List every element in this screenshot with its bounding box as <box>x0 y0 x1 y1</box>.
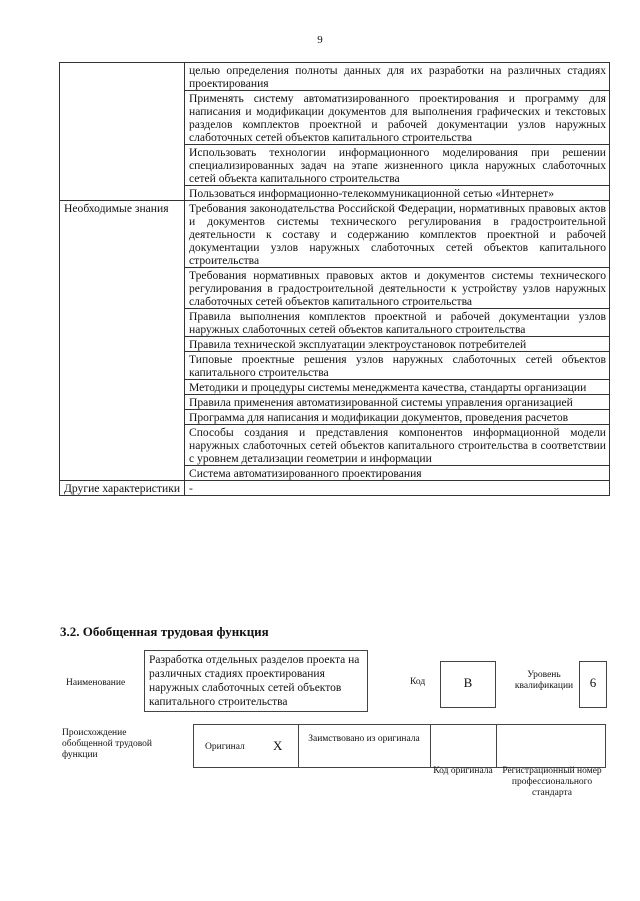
code-value: B <box>463 675 473 690</box>
borrowed-label: Заимствовано из оригинала <box>308 734 420 744</box>
code-original-label: Код оригинала <box>433 766 493 776</box>
row-label: Другие характеристики <box>60 481 185 496</box>
row-item-text: Пользоваться информационно-телекоммуникационной сетью «Интернет» <box>185 186 610 201</box>
row-item-text: Методики и процедуры системы менеджмента качества, стандарты организации <box>185 380 610 395</box>
row-label: Необходимые знания <box>60 201 185 481</box>
row-item-text: Правила технической эксплуатации электроустановок потребителей <box>185 337 610 352</box>
level-value: 6 <box>589 675 597 690</box>
section-heading: 3.2. Обобщенная трудовая функция <box>60 624 269 639</box>
row-item-text: Правила выполнения комплектов проектной и рабочей документации узлов наружных слаботочных сетей объектов капитального строительства <box>185 309 610 337</box>
row-item-text: Способы создания и представления компонентов информационной модели наружных слаботочных сетей объектов капитального строительства в соответствии с уровнем детализации геометрии и информации <box>185 425 610 466</box>
skills-table <box>59 62 610 496</box>
page-number: 9 <box>317 34 323 46</box>
row-item-text: Система автоматизированного проектирования <box>185 466 610 481</box>
table-row <box>60 481 610 496</box>
table-row <box>60 201 610 268</box>
origin-divider-1 <box>298 724 299 768</box>
row-item-text: Требования нормативных правовых актов и документов системы технического регулирования в градостроительной деятельности к устройству узлов наружных слаботочных сетей объектов капитального строительства <box>185 268 610 309</box>
row-item-text: Программа для написания и модификации документов, проведения расчетов <box>185 410 610 425</box>
row-item-text: Использовать технологии информационного моделирования при решении специализированных задач на этапе жизненного цикла наружных слаботочных сетей объекта капитального строительства <box>185 145 610 186</box>
table-row <box>60 63 610 91</box>
origin-box <box>193 724 606 768</box>
code-label: Код <box>410 677 426 687</box>
row-item-text: целью определения полноты данных для их разработки на различных стадиях проектирования <box>185 63 610 91</box>
name-label: Наименование <box>66 678 126 688</box>
name-value: Разработка отдельных разделов проекта на различных стадиях проектирования наружных слаботочных сетей объектов капитального строительства <box>149 654 360 708</box>
row-item-text: Правила применения автоматизированной системы управления организацией <box>185 395 610 410</box>
row-item-text: Применять систему автоматизированного проектирования и программу для написания и модификации документов для выполнения графических и текстовых разделов комплектов проектной и рабочей документации узлов наружных слаботочных сетей объектов капитального строительства <box>185 91 610 145</box>
row-item-text: Типовые проектные решения узлов наружных слаботочных сетей объектов капитального строительства <box>185 352 610 380</box>
row-label <box>60 63 185 201</box>
row-item-text: Требования законодательства Российской Федерации, нормативных правовых актов и документов системы технического регулирования в градостроительной деятельности к составу и содержанию комплектов проектной и рабочей документации узлов наружных слаботочных сетей объектов капитального строительства <box>185 201 610 268</box>
original-label: Оригинал <box>205 742 245 752</box>
reg-number-label: Регистрационный номер профессионального стандарта <box>502 766 602 798</box>
level-label: Уровень квалификации <box>514 670 574 691</box>
origin-label: Происхождение обобщенной трудовой функции <box>62 728 152 760</box>
original-mark: X <box>273 738 283 753</box>
row-item-text: - <box>185 481 610 496</box>
origin-divider-2 <box>430 724 431 768</box>
origin-divider-3 <box>496 724 497 768</box>
